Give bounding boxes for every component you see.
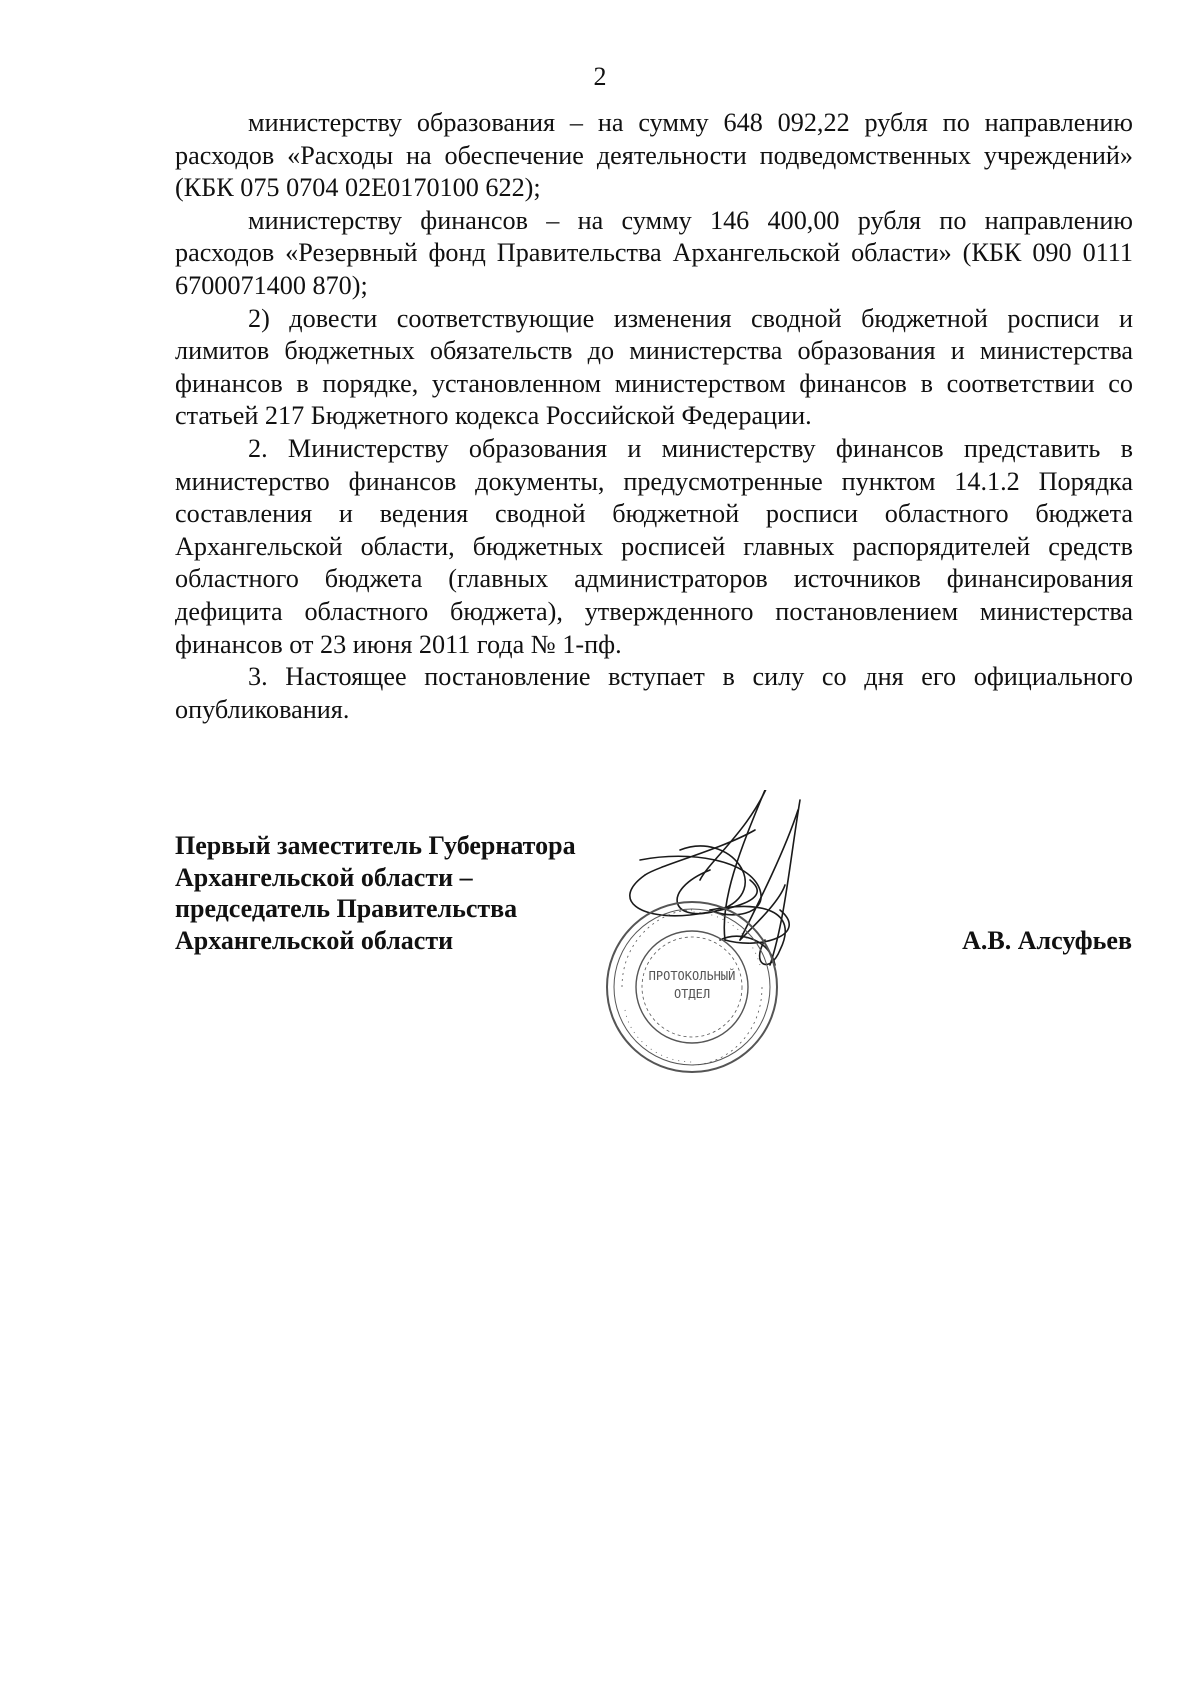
stamp-and-signature [600,790,890,1160]
paragraph-education-ministry: министерству образования – на сумму 648 092,22 рубля по направлению расходов «Расходы на обеспечение деятельности подведомственных учреждений» (КБК 075 0704 02Е0170100 622); [175,108,1133,203]
stamp-center-line-2: ОТДЕЛ [673,987,711,1001]
signer-position-line-2: Архангельской области – [175,862,473,892]
paragraph-item-2: 2. Министерству образования и министерству финансов представить в министерство финансов документы, предусмотренные пунктом 14.1.2 Порядка составления и ведения сводной бюджетной росписи областного бюджета Архангельской области, бюджетных росписей главных распорядителей средств областного бюджета (главных администраторов источников финансирования дефицита областного бюджета), утвержденного постановлением министерства финансов от 23 июня 2011 года № 1-пф. [175,433,1133,659]
signer-position-line-4: Архангельской области [175,925,454,955]
stamp-center-line-1: ПРОТОКОЛЬНЫЙ [648,969,736,983]
signer-position-line-3: председатель Правительства [175,894,518,923]
signer-position-line-1: Первый заместитель Губернатора [175,831,576,860]
paragraph-finance-ministry: министерству финансов – на сумму 146 400,00 рубля по направлению расходов «Резервный фонд Правительства Архангельской области» (КБК 090 0111 6700071400 870); [175,205,1133,300]
document-body [175,107,1133,726]
official-stamp-seal [600,790,890,1160]
signer-name: А.В. Алсуфьев [962,926,1132,955]
paragraph-item-3: 3. Настоящее постановление вступает в силу со дня его официального опубликования. [175,662,1133,724]
page-number: 2 [593,62,607,91]
handwritten-signature [630,790,800,965]
paragraph-item-2-subpoint: 2) довести соответствующие изменения сводной бюджетной росписи и лимитов бюджетных обязательств до министерства образования и министерства финансов в порядке, установленном министерством финансов в соответствии со статьей 217 Бюджетного кодекса Российской Федерации. [175,303,1133,431]
